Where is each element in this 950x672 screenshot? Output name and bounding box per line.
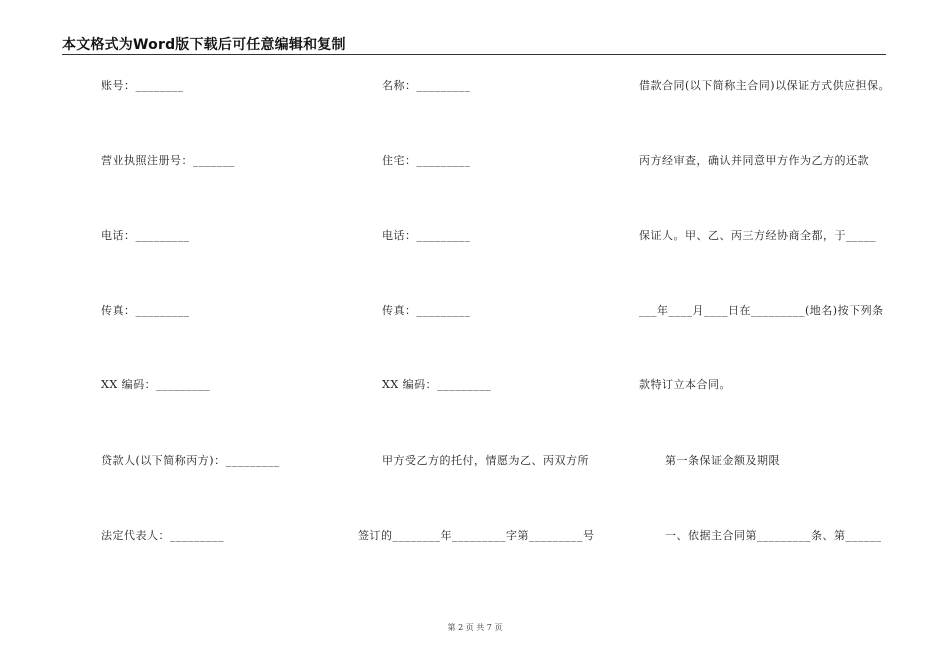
middle-line-residence: 住宅：_________ [382,154,471,167]
left-line-legal-rep: 法定代表人：_________ [101,529,224,542]
right-line-loan-contract: 借款合同(以下简称主合同)以保证方式供应担保。 [639,79,891,92]
left-line-fax: 传真：_________ [101,304,190,317]
left-line-lender: 贷款人(以下简称丙方)：_________ [101,454,280,467]
right-line-review: 丙方经审查，确认并同意甲方作为乙方的还款 [639,154,869,167]
page-number: 第 2 页 共 7 页 [447,623,503,632]
middle-line-signed: 签订的________年_________字第_________号 [358,529,595,542]
header-title: 本文格式为Word版下载后可任意编辑和复制 [62,37,346,53]
left-line-license: 营业执照注册号：_______ [101,154,235,167]
middle-line-entrustment: 甲方受乙方的托付，情愿为乙、丙双方所 [382,454,589,467]
left-line-phone: 电话：_________ [101,229,190,242]
left-line-account: 账号：________ [101,79,184,92]
right-line-guarantor: 保证人。甲、乙、丙三方经协商全都，于_____ [639,229,876,242]
right-line-conclude: 款特订立本合同。 [639,378,731,391]
document-header [62,34,886,55]
right-line-date-place: ___年____月____日在_________(地名)按下列条 [639,304,884,317]
left-line-postcode: XX 编码：_________ [101,378,211,391]
middle-line-postcode: XX 编码：_________ [382,378,492,391]
right-line-clause-one: 一、依据主合同第_________条、第______ [665,529,882,542]
right-line-article-one: 第一条保证金额及期限 [665,454,780,467]
middle-line-name: 名称：_________ [382,79,471,92]
middle-line-phone: 电话：_________ [382,229,471,242]
middle-line-fax: 传真：_________ [382,304,471,317]
